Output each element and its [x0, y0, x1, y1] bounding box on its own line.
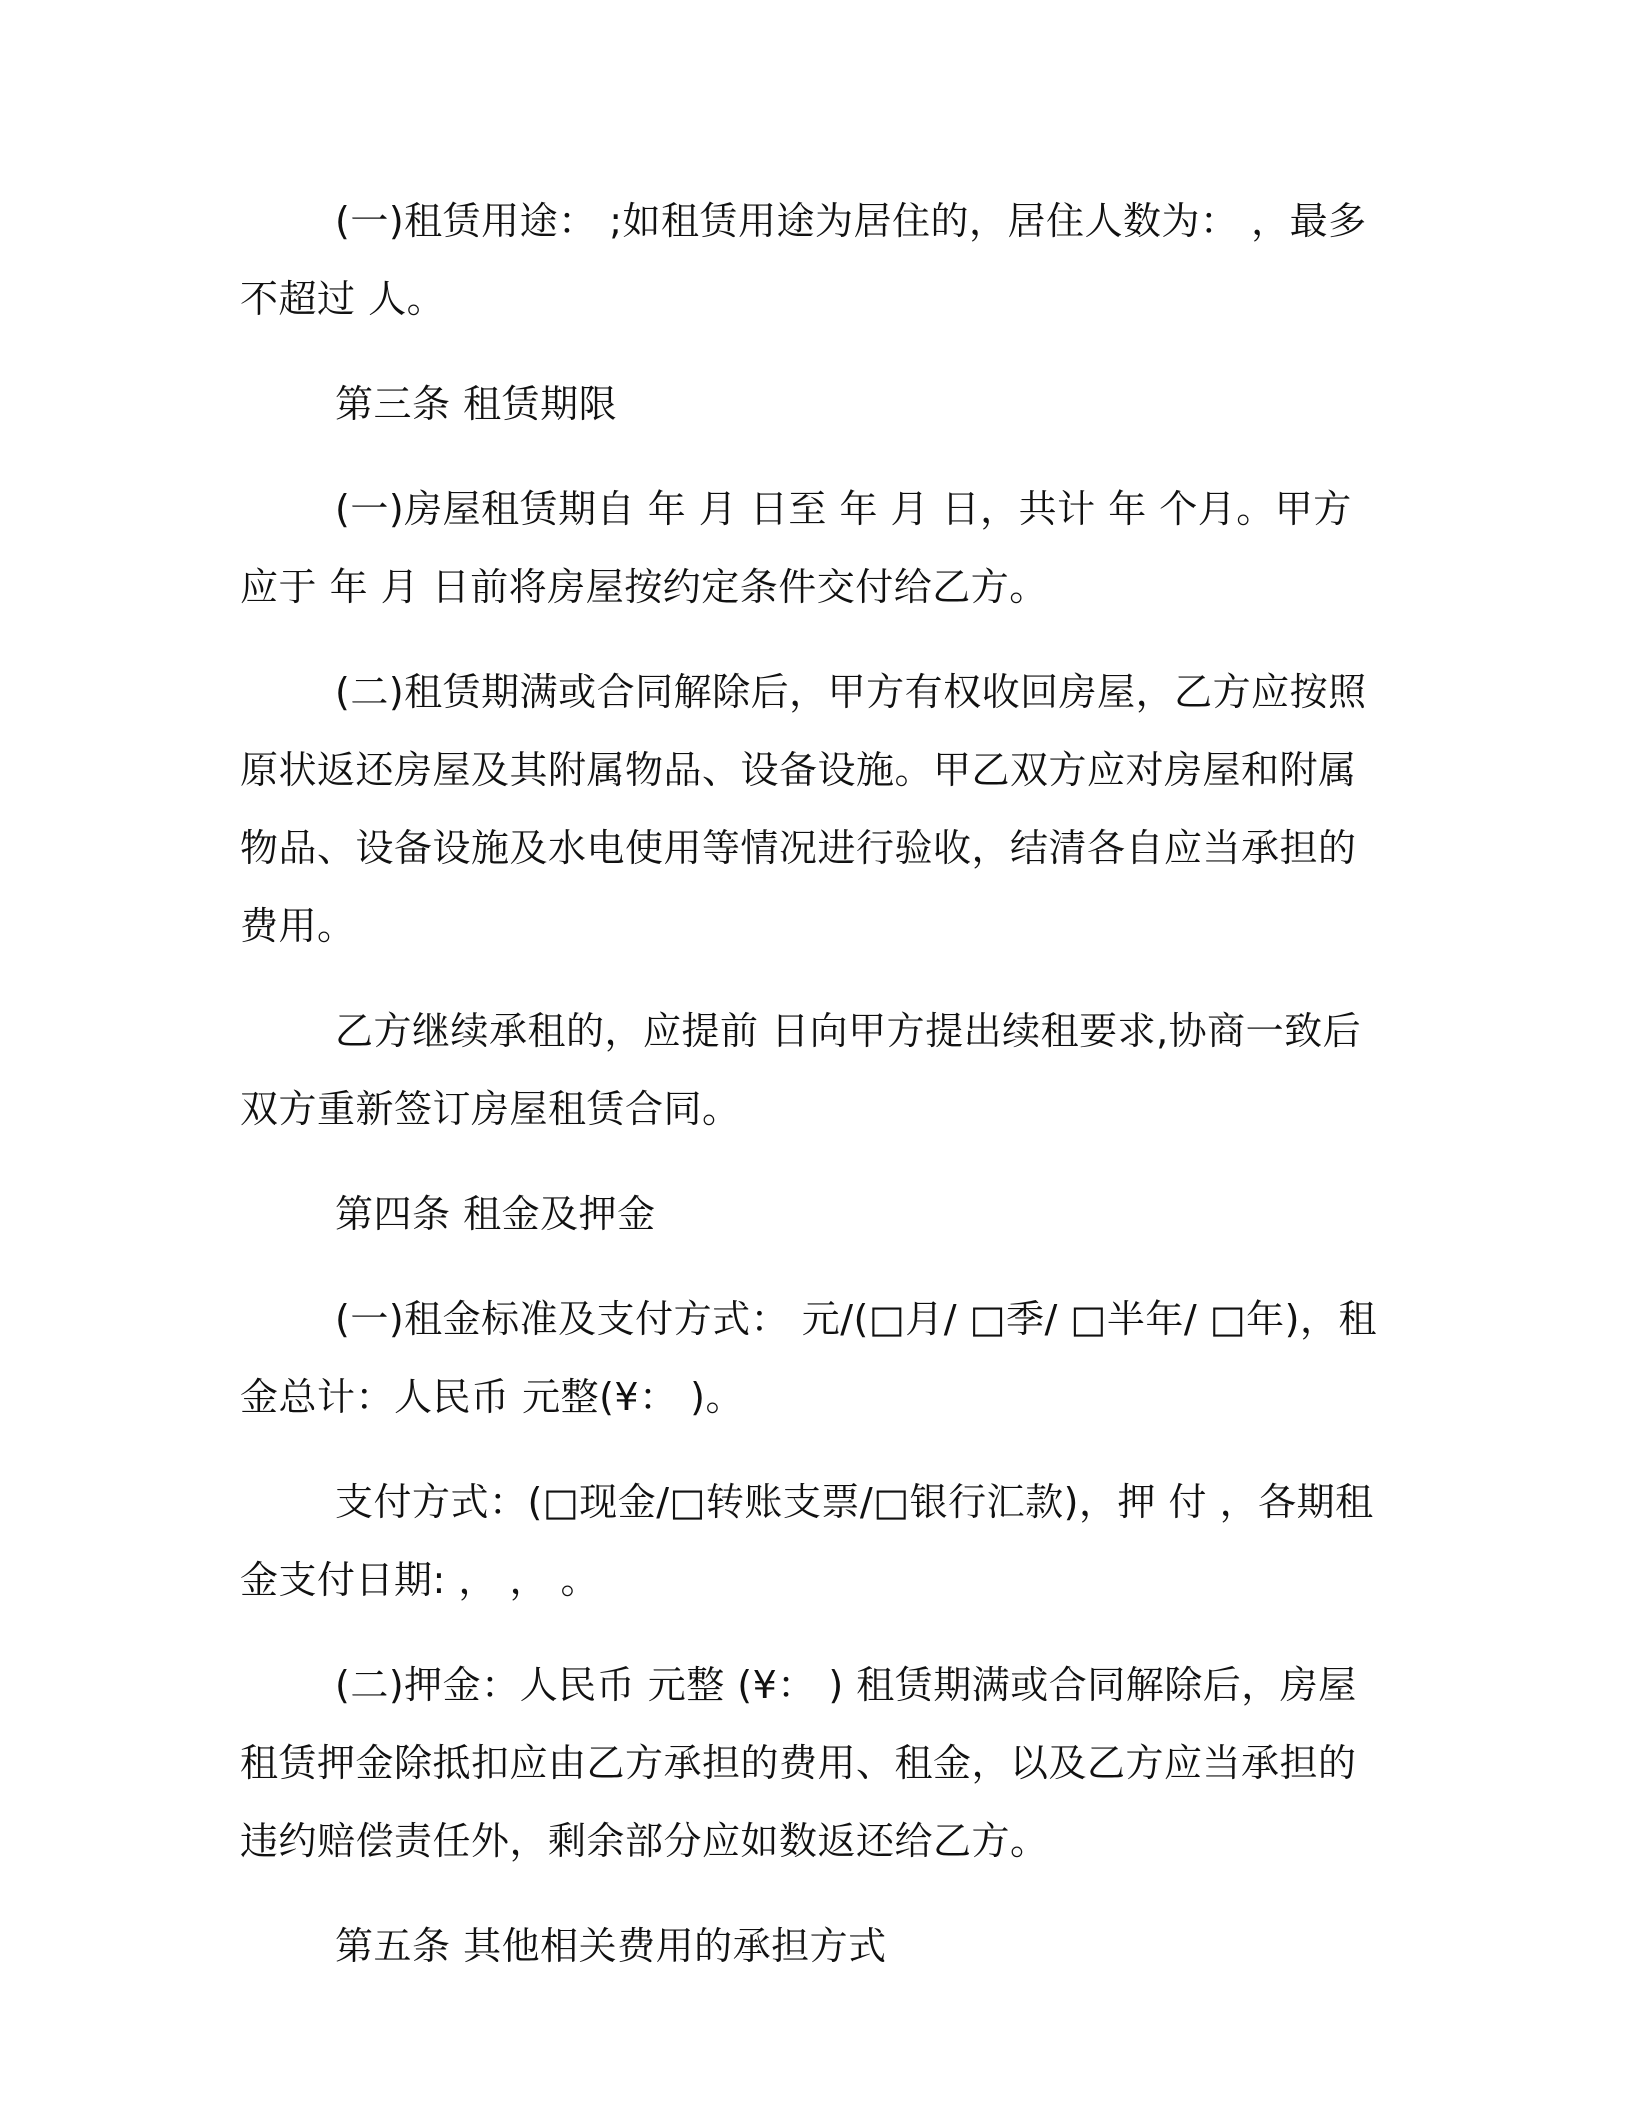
article-heading-rent-deposit: 第四条 租金及押金 [335, 1192, 656, 1236]
paragraph-renewal: 乙方继续承租的，应提前 日向甲方提出续租要求,协商一致后双方重新签订房屋租赁合同。 [240, 1009, 1362, 1131]
article-heading-other-fees: 第五条 其他相关费用的承担方式 [335, 1924, 887, 1968]
article-heading-lease-term: 第三条 租赁期限 [335, 382, 618, 426]
paragraph-lease-expiry: (二)租赁期满或合同解除后，甲方有权收回房屋，乙方应按照原状返还房屋及其附属物品、设备设施。甲乙双方应对房屋和附属物品、设备设施及水电使用等情况进行验收，结清各自应当承担的费用。 [240, 670, 1367, 948]
paragraph-rent-standard: (一)租金标准及支付方式： 元/(□月/ □季/ □半年/ □年)，租金总计：人民币 元整(¥： )。 [240, 1297, 1377, 1419]
paragraph-payment-method: 支付方式：(□现金/□转账支票/□银行汇款)，押 付 ，各期租金支付日期: ， ， 。 [240, 1480, 1374, 1602]
paragraph-deposit: (二)押金：人民币 元整 (¥： ) 租赁期满或合同解除后，房屋租赁押金除抵扣应由乙方承担的费用、租金，以及乙方应当承担的违约赔偿责任外，剩余部分应如数返还给乙方。 [240, 1663, 1357, 1863]
paragraph-usage: (一)租赁用途： ;如租赁用途为居住的，居住人数为： ，最多不超过 人。 [240, 199, 1367, 321]
paragraph-lease-period: (一)房屋租赁期自 年 月 日至 年 月 日，共计 年 个月。甲方应于 年 月 日前将房屋按约定条件交付给乙方。 [240, 487, 1352, 609]
document-body [240, 182, 1380, 2012]
